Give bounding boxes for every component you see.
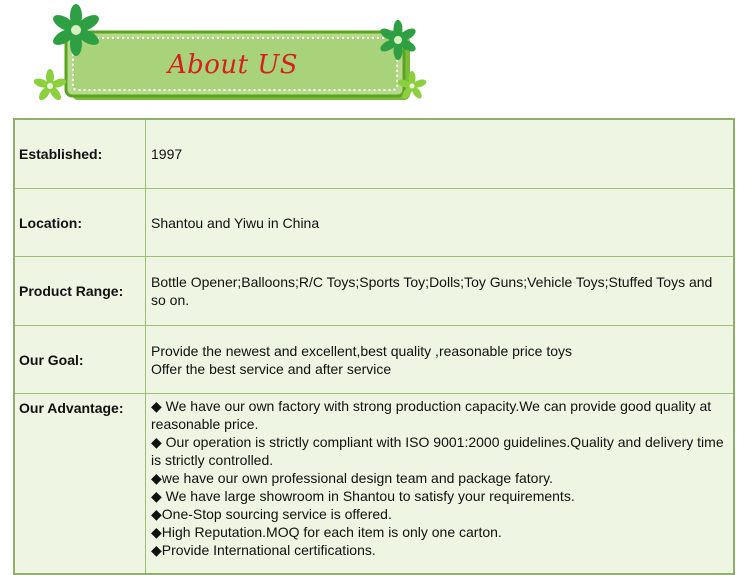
row-value [146, 257, 735, 326]
value-line: Bottle Opener;Balloons;R/C Toys;Sports Toy;Dolls;Toy Guns;Vehicle Toys;Stuffed Toys and so on. [151, 274, 713, 308]
advantage-item: ◆we have our own professional design team and package fatory. [151, 470, 553, 486]
row-label: Our Advantage: [14, 394, 146, 575]
table-row-location [14, 189, 734, 257]
value-line: Provide the newest and excellent,best quality ,reasonable price toys [151, 342, 573, 359]
row-value [146, 189, 735, 257]
advantage-item: ◆ Our operation is strictly compliant with ISO 9001:2000 guidelines.Quality and delivery time is strictly controlled. [151, 434, 724, 468]
row-label: Our Goal: [14, 326, 146, 394]
table-row-established [14, 119, 734, 189]
advantage-item: ◆One-Stop sourcing service is offered. [151, 506, 392, 522]
table-row-our-advantage [14, 394, 734, 575]
advantage-item: ◆ We have our own factory with strong production capacity.We can provide good quality at reasonable price. [151, 398, 712, 432]
row-value [146, 119, 735, 189]
value-line: 1997 [151, 146, 183, 162]
row-label: Product Range: [14, 257, 146, 326]
row-value [146, 394, 735, 575]
banner-title: About US [167, 50, 299, 80]
value-line: Offer the best service and after service [151, 360, 392, 377]
table-row-product-range [14, 257, 734, 326]
banner-graphic [0, 0, 747, 112]
table-row-our-goal [14, 326, 734, 394]
advantage-item: ◆ We have large showroom in Shantou to satisfy your requirements. [151, 488, 575, 504]
advantage-item: ◆High Reputation.MOQ for each item is only one carton. [151, 524, 502, 540]
about-us-banner [0, 0, 747, 112]
value-line: Shantou and Yiwu in China [151, 214, 320, 231]
row-label: Location: [14, 189, 146, 257]
advantage-item: ◆Provide International certifications. [151, 542, 376, 558]
flower-small-left-icon [33, 69, 68, 102]
row-label: Established: [14, 119, 146, 189]
about-us-table [13, 118, 735, 575]
row-value [146, 326, 735, 394]
